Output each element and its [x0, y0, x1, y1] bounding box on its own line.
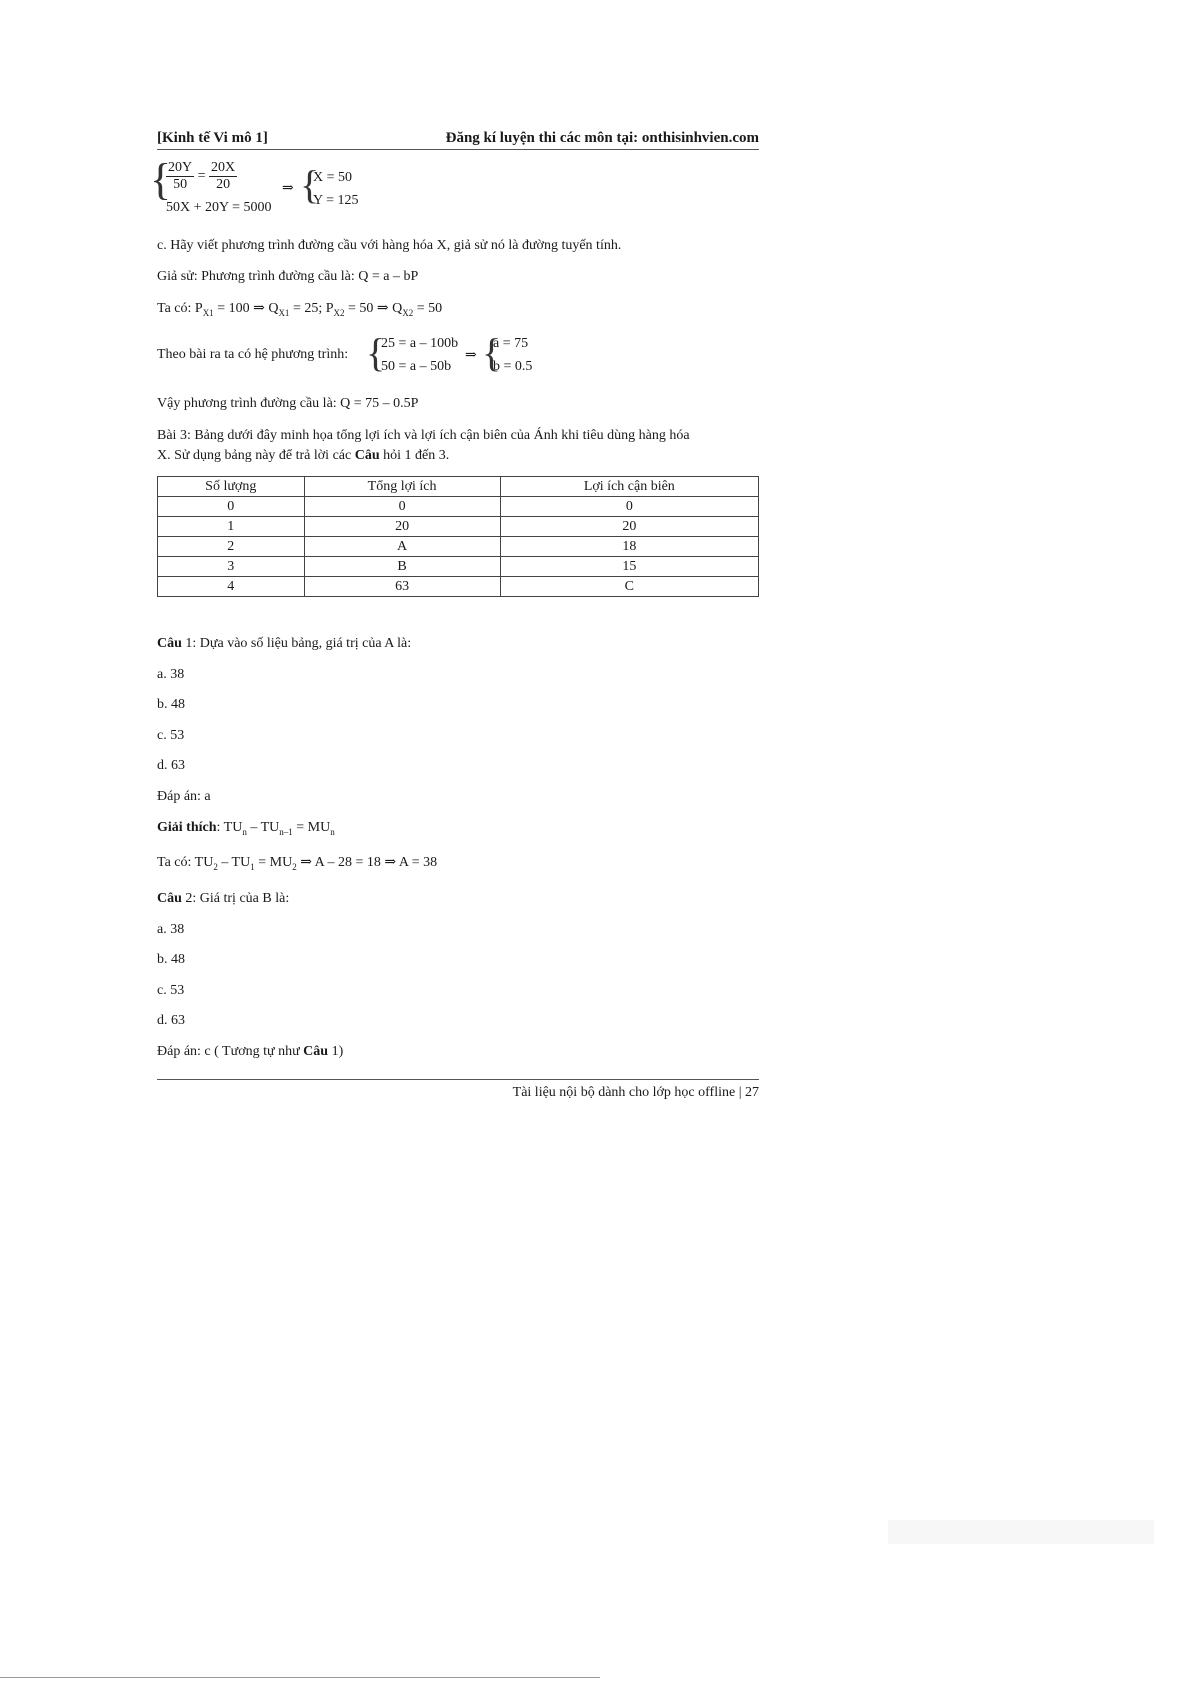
cau1-calculation: Ta có: $TU_2 - TU_1 = MU_2$ ⇒ A – 28 = 18 ⇒ A = 38	[157, 855, 438, 872]
fraction-1-denominator: 50	[173, 177, 188, 192]
table-cell: 3	[158, 557, 305, 577]
cau2-answer: Đáp án: c ( Tương tự như Câu 1)	[157, 1044, 344, 1059]
fraction-2-numerator: 20X	[211, 160, 236, 175]
equals-sign: =	[197, 168, 206, 184]
header-rule	[157, 149, 759, 150]
left-brace-2: {	[366, 330, 386, 375]
header-course-title: [Kinh tế Vi mô 1]	[157, 130, 268, 146]
part-c-assumption: Giả sử: Phương trình đường cầu là: Q = a – bP	[157, 269, 419, 284]
table-row	[158, 517, 759, 537]
cau1-question: Câu 1: Dựa vào số liệu bảng, giá trị của A là:	[157, 636, 412, 651]
part-c-given: Ta có: $P_{X1} = 100$ ⇒ $Q_{X1} = 25$; $P_{X2} = 50$ ⇒ $Q_{X2} = 50$	[157, 301, 443, 318]
right-brace: {	[300, 162, 320, 207]
table-cell: 20	[500, 517, 758, 537]
result-y: Y = 125	[313, 193, 359, 208]
utility-table	[157, 476, 759, 597]
system-eq-1: 25 = a – 100b	[381, 336, 459, 351]
cau1-explanation: Giải thích: $TU_n - TU_{n-1} = MU_n$	[157, 820, 335, 837]
table-cell: A	[304, 537, 500, 557]
header-site-link: Đăng kí luyện thi các môn tại: onthisinhvien.com	[445, 130, 759, 146]
table-cell: B	[304, 557, 500, 577]
column-header-total-utility: Tổng lợi ích	[304, 477, 500, 497]
footer-text: Tài liệu nội bộ dành cho lớp học offline | 27	[512, 1085, 759, 1100]
cau2-option-d: d. 63	[157, 1013, 185, 1028]
table-cell: 0	[304, 497, 500, 517]
cau2-option-c: c. 53	[157, 983, 185, 998]
column-header-quantity: Số lượng	[158, 477, 305, 497]
part-c-conclusion: Vậy phương trình đường cầu là: Q = 75 – 0.5P	[157, 396, 419, 411]
table-cell: 15	[500, 557, 758, 577]
table-cell: 1	[158, 517, 305, 537]
table-cell: 0	[500, 497, 758, 517]
table-cell: 63	[304, 577, 500, 597]
table-row	[158, 497, 759, 517]
cau1-option-b: b. 48	[157, 697, 185, 712]
faint-rectangle	[888, 1520, 1154, 1544]
cau2-option-a: a. 38	[157, 922, 185, 937]
bottom-edge-line	[0, 1677, 600, 1678]
table-cell: 20	[304, 517, 500, 537]
implies-arrow: ⇒	[282, 181, 294, 196]
bai3-intro-line1: Bài 3: Bảng dưới đây minh họa tổng lợi ích và lợi ích cận biên của Ánh khi tiêu dùng hàng hóa	[157, 428, 690, 443]
cau1-option-c: c. 53	[157, 728, 185, 743]
budget-equation: 50X + 20Y = 5000	[166, 200, 272, 215]
table-row	[158, 557, 759, 577]
result-b: b = 0.5	[493, 359, 533, 374]
system-eq-2: 50 = a – 50b	[381, 359, 452, 374]
table-row	[158, 537, 759, 557]
fraction-equation	[166, 160, 237, 193]
bai3-intro-line2: X. Sử dụng bảng này để trả lời các Câu hỏi 1 đến 3.	[157, 448, 450, 463]
cau1-option-d: d. 63	[157, 758, 185, 773]
cau2-question: Câu 2: Giá trị của B là:	[157, 891, 290, 906]
table-row	[158, 577, 759, 597]
table-cell: 0	[158, 497, 305, 517]
right-brace-2: {	[482, 330, 502, 375]
part-c-question: c. Hãy viết phương trình đường cầu với hàng hóa X, giả sử nó là đường tuyến tính.	[157, 238, 622, 253]
implies-arrow-2: ⇒	[465, 348, 477, 363]
fraction-1-numerator: 20Y	[168, 160, 193, 175]
system-label: Theo bài ra ta có hệ phương trình:	[157, 347, 349, 362]
table-header-row	[158, 477, 759, 497]
table-cell: C	[500, 577, 758, 597]
table-cell: 4	[158, 577, 305, 597]
cau2-option-b: b. 48	[157, 952, 185, 967]
table-cell: 2	[158, 537, 305, 557]
fraction-2-denominator: 20	[216, 177, 231, 192]
cau1-answer: Đáp án: a	[157, 789, 211, 804]
result-x: X = 50	[313, 170, 353, 185]
table-cell: 18	[500, 537, 758, 557]
column-header-marginal-utility: Lợi ích cận biên	[500, 477, 758, 497]
result-a: a = 75	[493, 336, 529, 351]
left-brace: {	[150, 155, 172, 204]
cau1-option-a: a. 38	[157, 667, 185, 682]
footer-rule	[157, 1079, 759, 1080]
